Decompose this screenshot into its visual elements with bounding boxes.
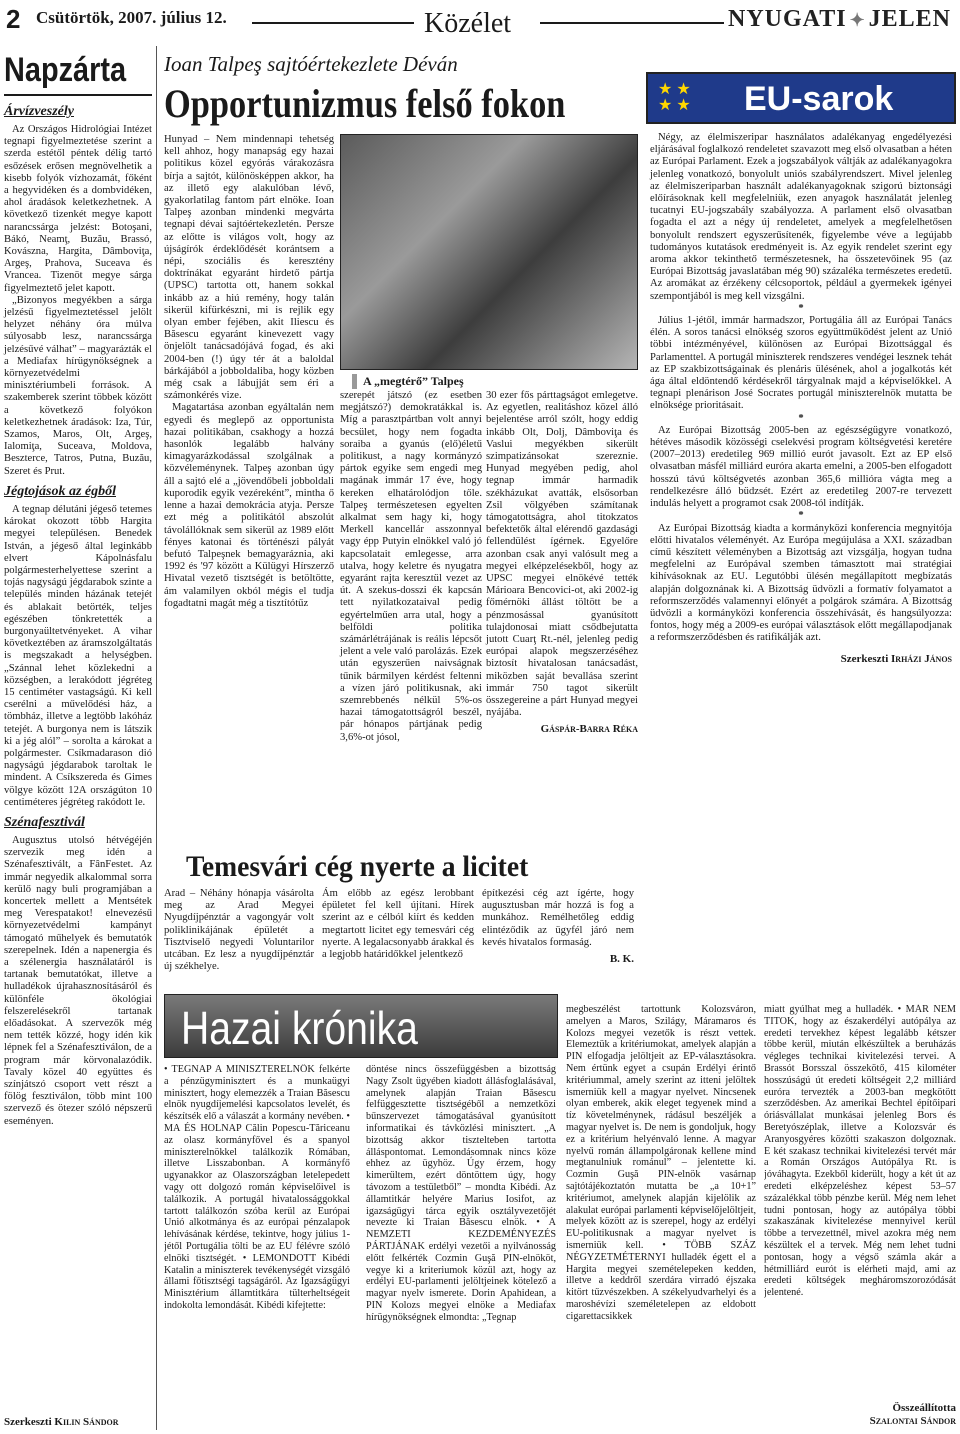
- editor-signature: Szerkeszti Irházi János: [840, 652, 952, 665]
- hazai-col2: döntése nincs összefüggésben a bizottság Nagy Zsolt ügyében kiadott állásfoglalásával, amelynek alapján Traian Băsescu felfüggesztette tisztségéből a nemzetközi bűnszervezet támogatásával gyanúsított informatikai és távközlési minisztert. „A bizottság akkor tisztelteben tartotta álláspontomat. Lemondásomnak nincs köze ehhez az ügyhöz. Úgy érzem, hogy kimerültem, ezért döntöttem úgy, hogy távozom a testületből” – mondta Kibédi. Az államtitkár helyére Marius Iosifot, az igazságügyi tárca egyik osztályvezetőjét nevezte ki Traian Băsescu elnök. • A NEMZETI KEZDEMÉNYEZÉS PÁRTJÁNAK erdélyi vezetői a nyilvánosság előtt felkérték Cozmin Guşă PIN-elnököt, vegye ki a kriteriumok közül azt, hogy az erdélyi EU-parlamenti jelöltjeinek kötelező a magyar nyelv ismerete. Dorin Apahidean, a PIN Kolozs megyei elnöke a Mediafax hírügynökségnek elmondta: „Tegnap: [366, 1064, 556, 1323]
- section-heading-jegtojasok: Jégtojások az égből: [4, 483, 116, 499]
- brand-logo: NYUGATI ✦ JELEN: [728, 6, 952, 32]
- article-body: Az Országos Hidrológiai Intézet tegnapi figyelmeztetése szerint a szerda estétől péntek délig tartó esőzések erősen megnövelhetik a kisebb folyók vízhozamát, főként a hegyvidéken és a dombvidéken, ahol áradások keletkezhetnek. A következő tizenkét megye kapott narancssárga jelzést: Botoşani, Bákó, Neamţ, Buzău, Brassó, Kovászna, Hargita, Dâmboviţa, Argeş, Prahova, Suceava és Vrancea. Tizenöt megye sárga figyelmeztető jelet kapott. „Bizonyos megyékben a sárga jelzésű figyelmeztetéssel jelölt helyzet néhány óra múlva súlyosabb lesz, narancssárga jelzésűvé válhat” – magyarázták el a Mediafax hírügynökségnek a környezetvédelmi minisztériumbeli források. A szakemberek szerint többek között a következő folyókon keletkezhetnek áradások: Iza, Túr, Szamos, Maros, Olt, Argeş, Ialomiţa, Suceava, Moldova, Beszterce, Tatros, Putna, Buzău, Szeret és Prut.: [4, 124, 152, 477]
- page-number: 2: [6, 4, 21, 34]
- eu-stars-icon: ★ ★ ★ ★: [658, 81, 691, 114]
- editor-signature: Összeállította Szalontai Sándor: [869, 1402, 956, 1427]
- temesvar-title: Temesvári cég nyerte a licitet: [186, 850, 529, 883]
- napzarta-title: Napzárta: [4, 51, 127, 89]
- author-signature: Gáspár-Barra Réka: [540, 723, 638, 736]
- page-header: [0, 0, 960, 44]
- napzarta-column: [4, 50, 152, 1430]
- header-rule-left: [252, 22, 414, 24]
- main-article-col1: Hunyad – Nem mindennapi tehetség kell ahhoz, hogy manapság egy hazai politikus közel egyórás várakozásra bírja a sajtót, különösképpen akkor, ha az illető egy alakulóban lévő, gyakorlatilag fantom párt elnöke. Ioan Talpeş azonban mindenki megvárta tegnapi dévai sajtóértekezletén. Persze az előtte is világos volt, hogy az újságírók érdeklődését korántsem a népi, szociális és keresztény doktrínákat egyaránt hirdető pártja (UPSC) tartotta ott, hanem sokkal inkább az a hiú remény, hogy talán sikerül kifürkészni, mi is rejlik egy olyan ember fejében, akit Iliescu és Băsescu egyaránt kinevezett vagy önjelölt tanácsadójává fogad, és aki 2004-ben (!) úgy tér át a baloldal bárkájából a jobboldaliba, hogy közben még csak a lábujját sem éri a számonkérés vize. Magatartása azonban egyáltalán nem egyedi és meglepő az opportunista hazai politikában, csakhogy a hozzá hasonlók legalább halvány kimagyarázkodással szolgálnak a közvéleménynek. Talpeş azonban úgy áll a sajtó elé a „jövendőbeli jobboldali kuporodik egyik vezéreként”, mintha ő lenne a hazai demokrácia atyja. Persze ezt még a politikától abszolút távolállóknak sem sikerül az 1989 előtt fényes katonai és történészi pályát befutó Talpeşnek bemagyaráznia, aki 1992 és '97 között a Külügyi Hírszerző Hivatal vezető tisztségét is betöltötte, ám valamilyen okból mégis el tudja fogadtatni magát még a tisztítótűz: [164, 134, 334, 609]
- temesvar-col2: Ám előbb az egész lerobbant épületet fel kell újítani. Hírek szerint az e célból kiírt és kedden megtartott licitet egy temesvári cég nyerte. A legalacsonyabb árakkal és a legjobb határidőkkel jelentkező: [322, 888, 474, 961]
- main-article-title: Opportunizmus felső fokon: [164, 81, 566, 126]
- temesvar-col1: Arad – Néhány hónapja vásárolta meg az Arad Megyei Nyugdíjpénztár a vagongyár volt poliklinikájának épületét a Tisztviselő negyedi Voluntarilor utcában. Ez lesz a nyugdíjpénztár új székhelye.: [164, 888, 314, 973]
- main-article-col2: szerepét játszó (ez esetben megjátszó?) demokratákkal is. Míg a parasztpártban volt annyi becsület, hogy nem fogadta soraiba a gyanús (elő)életű politikust, a nagy kormányzó pártok egyike sem engedi meg magának immár 17 éve, hogy kereken elhatárolódjon tőle. Talpeş természetesen egyelten alkalmat sem hagy ki, hogy Merkell kancellár asszonnyal vagy épp Putyin elnökkel való jó kapcsolatait emlegesse, arra utalva, hogy keletre és nyugatra egyaránt rajta keresztül vezet az út. A szekus-dosszi ék kapcsán tett nyilatkozataival pedig egyértelműen arra utal, hogy a belföldi politika számárlétrájának is reális lépcsőt jelent a vele való parolázás. Ezek után egyszerűen naivságnak tűnik bármilyen kérdést feltenni a vízen járó politikusnak, aki szemrebbenés nélkül 5%-os hazai támogatottságról beszél, pár hónapos pártjának pedig 3,6%-ot jósol,: [340, 390, 482, 743]
- eu-sarok-title: EU-sarok: [744, 80, 894, 118]
- issue-date: Csütörtök, 2007. július 12.: [36, 8, 227, 27]
- photo-caption: A „megtérő” Talpeş: [352, 374, 464, 389]
- editor-signature: Szerkeszti Kilin Sándor: [4, 1416, 119, 1428]
- hazai-title: Hazai krónika: [181, 1002, 418, 1054]
- column-divider: [156, 46, 157, 1430]
- main-article-kicker: Ioan Talpeş sajtóértekezlete Déván: [164, 52, 458, 76]
- talpes-photo: [340, 134, 638, 370]
- section-heading-szenafesztival: Szénafesztivál: [4, 814, 85, 830]
- eu-sarok-box: [646, 72, 956, 124]
- author-signature: B. K.: [609, 953, 634, 966]
- hazai-col4: miatt gyúlhat meg a hulladék. • MÁR NEM TITOK, hogy az északerdélyi autópálya az eredeti tervekhez képest legalább kétszer többe kerül, miután elkészültek a beruházás végleges technikai kivitelezési tervei. A Brassót Borsszal összekötő, 415 kilométer hosszúságú út eredeti költségeit 2,2 milliárd euróra tervezték a 2003-ban megkötött szerződésben. Az amerikai Bechtel építőipari óriásvállalat munkásai jelenleg Bors és Beretyószéplak, illetve a Kolozsvár és Aranyosgyéres közötti szakaszon dolgoznak. E két szakasz technikai kivitelezési tervét már a Román Országos Autópálya Rt. is jóváhagyta. Ezekből kiderült, hogy a két út az eredeti elképzeléshez képest 53–57 százalékkal több pénzbe kerül. Még nem lehet tudni pontosan, hogy az autópálya többi szakaszának kivitelezése mennyivel kerül többe a tervezettnél, mivel azokra még nem készültek el a tervek. Még nem lehet tudni pontosan, hogy a végső számla akár a hétmilliárd eurót is elérheti majd, ami az eredeti költségek megháromszorozódását jelentené.: [764, 1004, 956, 1299]
- section-title: Közélet: [424, 8, 512, 39]
- brand-eagle-icon: ✦: [849, 10, 866, 30]
- napzarta-rule: [4, 94, 152, 96]
- hazai-col1: • TEGNAP A MINISZTERELNÖK felkérte a pénzügyminisztert és a munkaügyi minisztert, hogy elemezzék a Traian Băsescu elnök nyugdíjemelési kapcsolatos levelét, és készítsék elő a válaszát a kormány nevében. • MA ÉS HOLNAP Călin Popescu-Tăriceanu az olasz kormányfővel és a spanyol miniszterelnökkel találkozik Rómában, illetve Lisszabonban. A kormányfő ugyanakkor az Olaszországban letelepedett vagy ott dolgozó román képviselőivel is találkozik. A portugál hivatalossággokkal tartott találkozón szóba kerül az Európai Unió alkotmánya és az európai pénzalapok lehívásának kérdése, tekintve, hogy július 1-jétől Portugália tölti be az EU félévre szóló elnöki tisztségét. • LEMONDOTT Kibédi Katalin a miniszterek tevékenységét vizsgáló állami főtisztségi tagságáról. Az Igazságügyi Minisztérium államtitkára tülterheltségeit indokolta lemondását. Kibédi kifejtette:: [164, 1064, 350, 1311]
- eu-sarok-body: Négy, az élelmiszeripar használatos adalékanyag engedélyezési eljárásával foglalkozó rendeletet szavazott meg első olvasatban a héten az Európai Parlament. Ezek a jogszabályok váltják az adalékanyagokra jelenleg vonatkozó, bonyolult uniós szabályrendszert. Mivel jelenleg az élelmiszeriparban használt adalékanyagoknak szigorú biztonsági előírásoknak kell megfelelniük, ezen anyagok használatát jelenleg tucatnyi EU-jogszabály szabályozza. A parlament első olvasatban fogadta el azt a négy új rendeletet, amelyek a megfelelhetősen bonyolult rendszert egyszerűsítenék, figyelembe véve a legújabb tudományos kutatások eredményeit is. Az egyik rendelet szerint egy aroma akkor tekinthető természetesnek, ha összetevőinek 95 (az Európai Bizottság javaslatában még 90) százaléka természetes eredetű. Az aromákat az érzékeny célcsoportok, például a gyermekek igényei szempontjából is meg kell vizsgálni. * Július 1-jétől, immár harmadszor, Portugália áll az Európai Tanács élén. A soros tanácsi elnökség szoros együttműködést jelent az Unió többi intézményével, különösen az Európai Bizottsággal és Parlamenttel. A portugál miniszterek rendszeres vendégei lesznek tehát az EP szakbizottságainak és plenáris ülésének, ahol a jogalkotás két ága által eldöntendő kérdésekről tárgyalnak majd a képviselőkkel. A tegnapi plenárison José Socrates portugál miniszterelnök mutatta be elnöksége prioritásait. * Az Európai Bizottság 2005-ben az egészségügyre vonatkozó, hétéves második közösségi cselekvési program költségvetési keretére (2007–2013) eredetileg 969 millió eurót javasolt. Ezt az EP első olvasatban másfél milliárd euróra akarta emelni, a 2005-ben elfogadott hosszú távú költségvetés azonban 365,6 millióra vágta meg a rendelkezésre álló büdzsét. Ezért az eredetileg 2007-re tervezett indulás helyett a programot csak 2008-tól indítják. * Az Európai Bizottság kiadta a kormányközi konferencia megnyitója előtti hivatalos véleményét. Az Európa megújulása a XXI. században című készített véleményben a Bizottság azt vizsgálja, hogyan tudna megfelelni az Európával szemben támasztott mai stratégiai kihívásoknak az EU. Legutóbbi ülésén megállapított megbízatás alapján dolgoznának ki. A Bizottság üdvözli a formatív folyamatot a reformszerződés valamennyi előnyét a polgárok számára. A Bizottság üdvözli a kormányközi konferencia összehívását, és hangsúlyozza: fontos, hogy még a 2009-es európai választások előtt megállapodjanak a reformszerződésben és ratifikálják azt. Szerkeszti Irházi János: [650, 132, 952, 665]
- article-body: Augusztus utolsó hétvégéjén szervezik meg idén a Szénafesztivált, a FânFestet. Az immár negyedik alkalommal sorra kerülő nagy buli programjában a koncertek mellett a Mentsétek meg Verespatakot! elnevezésű környezetvédelmi kampányt támogató műhelyek és bemutatók szerepelnek. Idén a napenergia és a szélenergia használatáról is tartanak bemutatókat, illetve a hulladékok újrahasznosításáról és különféle ökológiai felszerelésekről tartanak előadásokat. A szervezők még nem tették közzé, hogy idén kik lépnek fel a Szénafesztiválon, de a program már körvonalazódik. Tavaly közel 40 együttes és színjátszó csoport vett részt a fölög fesztiválon, több mint 100 szervező és ötezer szóló népszerű eseményen.: [4, 834, 152, 1127]
- hazai-col3: megbeszélést tartottunk Kolozsváron, amelyen a Maros, Szilágy, Máramaros és Kolozs megyei vezetők is részt vettek. Elemeztük a kritériumokat, amelyek alapján a PIN elfogadja jelöltjeit az EP-választásokra. Nem értünk egyet a csupán Erdélyi érintő kritériummal, amely szerint az itteni jelöltek ismerniük kell a magyar nyelvet. Nincsenek olyan emberek, akik eleget tegyenek mind a tíz követelménynek, rádásul beszéljék a magyar nyelvet is. De nem is gondoljuk, hogy ez a kritérium helyénvaló lenne. A magyar nyelvű román állampolgáronak kellene mind megtanulniuk románul” – jelentette ki. Cozmin Guşă PIN-elnök vasárnap sajtótájékoztatón mutatta be „a 10+1” kritériumot, amelynek alapján kijelölik az alakulat európai parlamenti képviselőjelöltjeit, melyek között az is szerepel, hogy az erdélyi EU-politikusnak a magyar nyelvet is ismerniük kell. • TÖBB SZÁZ NÉGYZETMÉTERNYI hulladék égett el a Hargita megyei szemételepeken kedden, illetve a keddről szerdára virradó éjszaka kitört tűzvészekben. A székelyudvarhelyi és a maroshévízi személetelepen az eldobott cigarettacsikkek: [566, 1004, 756, 1322]
- hazai-banner: [164, 994, 558, 1058]
- temesvar-col3: építkezési cég azt ígérte, hogy augusztusban már hozzá is fog a munkához. Remélhetőleg eddig elintéződik az ügyfél járó nem kevés hivatalos formaság. B. K.: [482, 888, 634, 966]
- main-article-col3: 30 ezer fős párttagságot emlegetve. Az egyetlen, realitáshoz közel álló bejelentése arról szólt, hogy eddig inkább Olt, Dolj, Dâmboviţa és Vaslui megyékben sikerült szimpatizánsokat szereznie. Hunyad megyében pedig, ahol tegnap immár harmadik székházukat avatták, elsősorban Zsil völgyében számítanak támogatottságra, ahol titokzatos befektetők által elérendő gazdasági fellendülést ígérnek. Egyelőre azonban csak anyi valósult meg a megyei elképzelésekből, hogy az UPSC megyei elnökévé tették Márioara Bencovici-ot, aki 2002-ig főmérnöki állást töltött be a pénzmosással gyanúsított tulajdonosai miatt csődbejutatta jutott Cuarţ Rt.-nél, jelenleg pedig európai alapok megszerzéséhez biztosít hivatalosan tanácsadást, miközben saját bevallása szerint immár 750 tagot sikerült összegereine a párt Hunyad megyei nyájába. Gáspár-Barra Réka: [486, 390, 638, 736]
- header-rule-right: [540, 22, 724, 24]
- article-body: A tegnap délutáni jégeső tetemes károkat okozott több Hargita megyei településen. Benedek István, a jégeső által leginkább elvert Kápolnásfalu polgármesterhelyettese szerint a tojás nagyságú jégdarabok szinte a település minden házának tetejét és ablakait betörték, teljes egészében tönkretették a burgonyaültetvényeket. A vihar következtében az áramszolgáltatás is megszakadt a helységben. „Szánnal lehet közlekedni a községben, a lerakódott jégréteg 15 centiméter vastagságú. Ki kell cserélni a művelődési ház, a tömbház, illetve a legtöbb lakóház tetejét. A burgonya nem is látszik ki a jég alól” – sorolta a károkat a polgármester. Csíkmadarason dió nagyságú jégdarabok taroltak le mindent. A Csíkszereda és Gimes völgye között 12A országúton 10 centiméteres jégréteg rakódott le.: [4, 503, 152, 808]
- section-heading-arvizveszely: Árvízveszély: [4, 104, 74, 119]
